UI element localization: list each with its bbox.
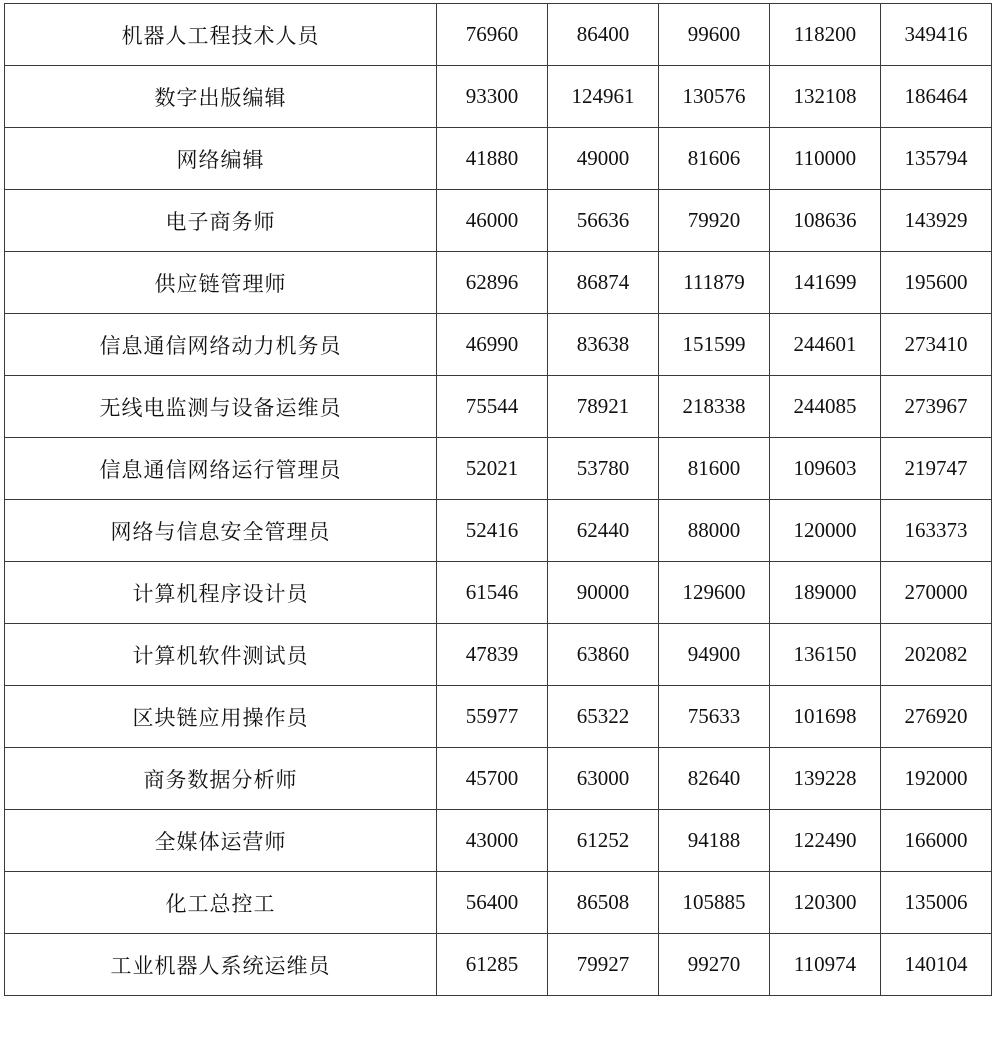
value-cell: 244601 — [770, 314, 881, 376]
value-cell: 151599 — [659, 314, 770, 376]
value-cell: 120300 — [770, 872, 881, 934]
value-cell: 143929 — [881, 190, 992, 252]
value-cell: 244085 — [770, 376, 881, 438]
occupation-cell: 计算机软件测试员 — [5, 624, 437, 686]
table-row — [5, 252, 992, 314]
value-cell: 141699 — [770, 252, 881, 314]
occupation-cell: 信息通信网络运行管理员 — [5, 438, 437, 500]
table-row — [5, 190, 992, 252]
value-cell: 129600 — [659, 562, 770, 624]
occupation-cell: 电子商务师 — [5, 190, 437, 252]
value-cell: 55977 — [437, 686, 548, 748]
table-row — [5, 810, 992, 872]
value-cell: 63000 — [548, 748, 659, 810]
occupation-cell: 机器人工程技术人员 — [5, 4, 437, 66]
value-cell: 56636 — [548, 190, 659, 252]
value-cell: 163373 — [881, 500, 992, 562]
value-cell: 110000 — [770, 128, 881, 190]
value-cell: 76960 — [437, 4, 548, 66]
value-cell: 53780 — [548, 438, 659, 500]
table-row — [5, 562, 992, 624]
value-cell: 61546 — [437, 562, 548, 624]
value-cell: 79927 — [548, 934, 659, 996]
value-cell: 273410 — [881, 314, 992, 376]
value-cell: 109603 — [770, 438, 881, 500]
value-cell: 49000 — [548, 128, 659, 190]
value-cell: 192000 — [881, 748, 992, 810]
value-cell: 273967 — [881, 376, 992, 438]
table-row — [5, 376, 992, 438]
value-cell: 270000 — [881, 562, 992, 624]
value-cell: 118200 — [770, 4, 881, 66]
occupation-cell: 全媒体运营师 — [5, 810, 437, 872]
value-cell: 90000 — [548, 562, 659, 624]
table-row — [5, 748, 992, 810]
occupation-cell: 商务数据分析师 — [5, 748, 437, 810]
value-cell: 276920 — [881, 686, 992, 748]
occupation-cell: 信息通信网络动力机务员 — [5, 314, 437, 376]
occupation-cell: 网络编辑 — [5, 128, 437, 190]
value-cell: 47839 — [437, 624, 548, 686]
value-cell: 63860 — [548, 624, 659, 686]
table-row — [5, 624, 992, 686]
value-cell: 45700 — [437, 748, 548, 810]
value-cell: 108636 — [770, 190, 881, 252]
value-cell: 65322 — [548, 686, 659, 748]
value-cell: 219747 — [881, 438, 992, 500]
occupation-cell: 计算机程序设计员 — [5, 562, 437, 624]
value-cell: 62440 — [548, 500, 659, 562]
value-cell: 218338 — [659, 376, 770, 438]
table-row — [5, 438, 992, 500]
value-cell: 166000 — [881, 810, 992, 872]
value-cell: 62896 — [437, 252, 548, 314]
value-cell: 81600 — [659, 438, 770, 500]
value-cell: 82640 — [659, 748, 770, 810]
value-cell: 43000 — [437, 810, 548, 872]
value-cell: 86508 — [548, 872, 659, 934]
value-cell: 105885 — [659, 872, 770, 934]
value-cell: 93300 — [437, 66, 548, 128]
occupation-cell: 网络与信息安全管理员 — [5, 500, 437, 562]
value-cell: 139228 — [770, 748, 881, 810]
value-cell: 75544 — [437, 376, 548, 438]
value-cell: 52021 — [437, 438, 548, 500]
table-row — [5, 872, 992, 934]
value-cell: 83638 — [548, 314, 659, 376]
value-cell: 61252 — [548, 810, 659, 872]
table-body — [5, 4, 992, 996]
table-row — [5, 4, 992, 66]
value-cell: 186464 — [881, 66, 992, 128]
value-cell: 202082 — [881, 624, 992, 686]
value-cell: 349416 — [881, 4, 992, 66]
value-cell: 130576 — [659, 66, 770, 128]
value-cell: 189000 — [770, 562, 881, 624]
value-cell: 140104 — [881, 934, 992, 996]
value-cell: 99600 — [659, 4, 770, 66]
table-row — [5, 66, 992, 128]
value-cell: 94900 — [659, 624, 770, 686]
table-row — [5, 500, 992, 562]
value-cell: 111879 — [659, 252, 770, 314]
occupation-cell: 工业机器人系统运维员 — [5, 934, 437, 996]
salary-table — [4, 3, 992, 996]
occupation-cell: 化工总控工 — [5, 872, 437, 934]
table-row — [5, 128, 992, 190]
table-row — [5, 686, 992, 748]
occupation-cell: 数字出版编辑 — [5, 66, 437, 128]
value-cell: 81606 — [659, 128, 770, 190]
value-cell: 52416 — [437, 500, 548, 562]
value-cell: 86400 — [548, 4, 659, 66]
value-cell: 135794 — [881, 128, 992, 190]
value-cell: 122490 — [770, 810, 881, 872]
value-cell: 195600 — [881, 252, 992, 314]
value-cell: 94188 — [659, 810, 770, 872]
occupation-cell: 供应链管理师 — [5, 252, 437, 314]
value-cell: 86874 — [548, 252, 659, 314]
value-cell: 46000 — [437, 190, 548, 252]
occupation-cell: 区块链应用操作员 — [5, 686, 437, 748]
table-row — [5, 314, 992, 376]
value-cell: 132108 — [770, 66, 881, 128]
value-cell: 46990 — [437, 314, 548, 376]
value-cell: 88000 — [659, 500, 770, 562]
salary-table-container — [4, 3, 992, 996]
value-cell: 56400 — [437, 872, 548, 934]
value-cell: 110974 — [770, 934, 881, 996]
value-cell: 75633 — [659, 686, 770, 748]
value-cell: 41880 — [437, 128, 548, 190]
value-cell: 135006 — [881, 872, 992, 934]
value-cell: 136150 — [770, 624, 881, 686]
value-cell: 124961 — [548, 66, 659, 128]
value-cell: 99270 — [659, 934, 770, 996]
occupation-cell: 无线电监测与设备运维员 — [5, 376, 437, 438]
value-cell: 120000 — [770, 500, 881, 562]
table-row — [5, 934, 992, 996]
value-cell: 79920 — [659, 190, 770, 252]
value-cell: 101698 — [770, 686, 881, 748]
value-cell: 78921 — [548, 376, 659, 438]
value-cell: 61285 — [437, 934, 548, 996]
